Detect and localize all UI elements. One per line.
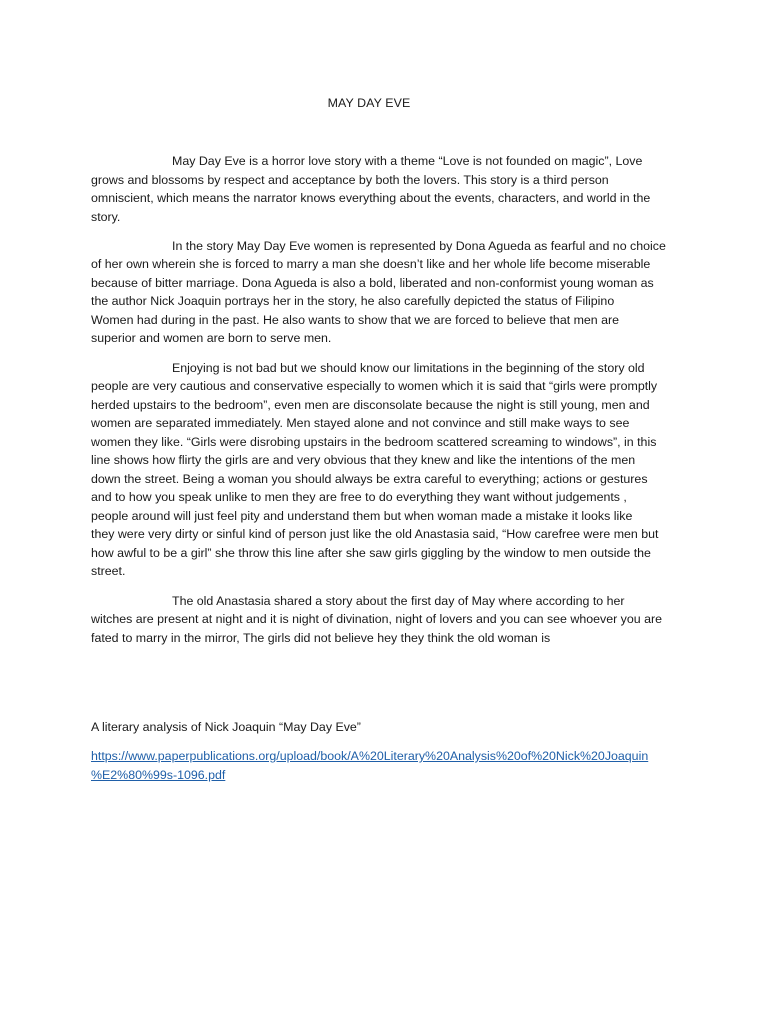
paragraph-line: people are very cautious and conservative especially to women which it is said that “girls were promptly [91,379,658,393]
paragraph-line: street. [91,564,126,578]
paragraph-line: of her own wherein she is forced to marry a man she doesn’t like and her whole life become miserable [91,257,651,271]
paragraph-line: down the street. Being a woman you should always be extra careful to everything; actions or gestures [91,472,648,486]
paragraph-line: grows and blossoms by respect and acceptance by both the lovers. This story is a third person [91,173,609,187]
paragraph-line: people around will just feel pity and understand them but when woman made a mistake it looks like [91,509,633,523]
paragraph-line: story. [91,210,121,224]
paragraph-line: and to how you speak unlike to men they are free to do everything they want without judgements , [91,490,627,504]
paragraph-line: In the story May Day Eve women is represented by Dona Agueda as fearful and no choice [172,239,666,253]
paragraph-line: the author Nick Joaquin portrays her in the story, he also carefully depicted the status of Filipino [91,294,615,308]
reference-label: A literary analysis of Nick Joaquin “May Day Eve” [91,720,361,734]
paragraph-line: how awful to be a girl” she throw this line after she saw girls giggling by the window to men outside the [91,546,651,560]
paragraph-line: Women had during in the past. He also wants to show that we are forced to believe that men are [91,313,620,327]
paragraph-line: superior and women are born to serve men. [91,331,332,345]
paragraph-line: because of bitter marriage. Dona Agueda is also a bold, liberated and non-conformist young woman as [91,276,654,290]
reference-link-line[interactable]: https://www.paperpublications.org/upload/book/A%20Literary%20Analysis%20of%20Nick%20Joaquin [91,749,649,763]
paragraph-line: omniscient, which means the narrator knows everything about the events, characters, and world in the [91,191,651,205]
paragraph-line: witches are present at night and it is night of divination, night of lovers and you can see whoever you are [91,612,662,626]
paragraph-line: herded upstairs to the bedroom”, even men are disconsolate because the night is still young, men and [91,398,650,412]
paragraph-line: fated to marry in the mirror, The girls did not believe hey they think the old woman is [91,631,551,645]
paragraph-line: they were very dirty or sinful kind of person just like the old Anastasia said, “How carefree were men but [91,527,659,541]
reference-link-line[interactable]: %E2%80%99s-1096.pdf [91,768,226,782]
paragraph-line: women are separated immediately. Men stayed alone and not convince and still make ways to see [91,416,630,430]
paragraph-line: women they like. “Girls were disrobing upstairs in the bedroom scattered screaming to windows”, in this [91,435,657,449]
paragraph-line: line shows how flirty the girls are and very obvious that they knew and like the intentions of the men [91,453,636,467]
paragraph-line: May Day Eve is a horror love story with a theme “Love is not founded on magic”, Love [172,154,643,168]
paragraph-line: Enjoying is not bad but we should know our limitations in the beginning of the story old [172,361,645,375]
paragraph-line: The old Anastasia shared a story about the first day of May where according to her [172,594,625,608]
document-title: MAY DAY EVE [327,96,411,110]
